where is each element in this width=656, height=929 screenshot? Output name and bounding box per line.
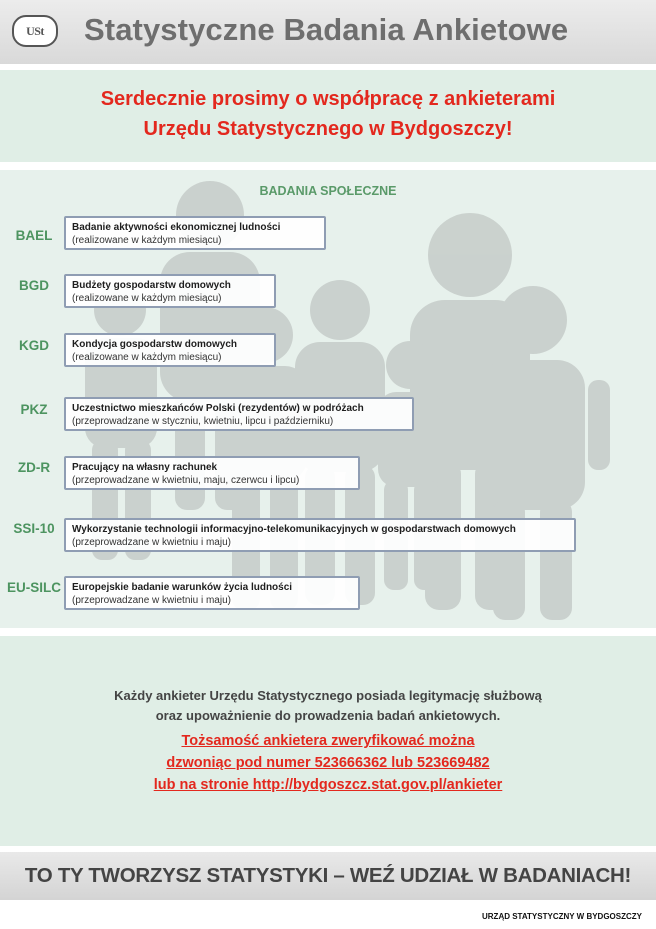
survey-code: ZD-R: [17, 460, 51, 475]
survey-schedule: (przeprowadzane w kwietniu i maju): [72, 595, 231, 606]
surveys-panel: [0, 170, 656, 628]
us-logo-icon: [12, 15, 58, 47]
survey-box: [64, 216, 326, 250]
survey-box: [64, 456, 360, 490]
verify-line-1: Tożsamość ankietera zweryfikować można: [181, 733, 475, 749]
page-title: Statystyczne Badania Ankietowe: [84, 12, 569, 47]
survey-schedule: (realizowane w każdym miesiącu): [72, 352, 222, 363]
appeal-panel: [0, 70, 656, 162]
survey-code: PKZ: [20, 402, 48, 417]
survey-box: [64, 576, 360, 610]
survey-code: BGD: [19, 278, 49, 293]
appeal-line-1: Serdecznie prosimy o współpracę z ankieterami: [100, 88, 556, 110]
verify-phone-line[interactable]: dzwoniąc pod numer 523666362 lub 523669482: [166, 755, 490, 771]
footer-institution: URZĄD STATYSTYCZNY W BYDGOSZCZY: [482, 912, 642, 921]
survey-code: SSI-10: [13, 521, 55, 536]
verify-website-link[interactable]: lub na stronie http://bydgoszcz.stat.gov.pl/ankieter: [153, 777, 503, 793]
survey-name: Badanie aktywności ekonomicznej ludności: [72, 222, 281, 233]
survey-box: [64, 274, 276, 308]
survey-code: EU-SILC: [7, 580, 61, 595]
survey-box: [64, 333, 276, 367]
survey-schedule: (przeprowadzane w styczniu, kwietniu, lipcu i październiku): [72, 416, 334, 427]
survey-schedule: (przeprowadzane w kwietniu i maju): [72, 537, 231, 548]
survey-code: BAEL: [15, 228, 53, 243]
info-line-1: Każdy ankieter Urzędu Statystycznego posiada legitymację służbową: [114, 688, 542, 703]
slogan-banner: TO TY TWORZYSZ STATYSTYKI – WEŹ UDZIAŁ W BADANIACH!: [0, 852, 656, 900]
header-banner: [0, 0, 656, 64]
survey-schedule: (realizowane w każdym miesiącu): [72, 235, 222, 246]
survey-box: [64, 397, 414, 431]
section-title: BADANIA SPOŁECZNE: [259, 184, 397, 198]
survey-name: Budżety gospodarstw domowych: [72, 280, 231, 291]
appeal-line-2: Urzędu Statystycznego w Bydgoszczy!: [143, 118, 513, 140]
logo-text: USt: [26, 23, 44, 38]
survey-schedule: (realizowane w każdym miesiącu): [72, 293, 222, 304]
interviewer-info-panel: [0, 636, 656, 846]
survey-schedule: (przeprowadzane w kwietniu, maju, czerwcu i lipcu): [72, 475, 300, 486]
survey-name: Pracujący na własny rachunek: [72, 462, 218, 473]
survey-code: KGD: [19, 338, 49, 353]
survey-name: Wykorzystanie technologii informacyjno-telekomunikacyjnych w gospodarstwach domowych: [72, 524, 516, 535]
survey-name: Uczestnictwo mieszkańców Polski (rezydentów) w podróżach: [72, 403, 364, 414]
survey-name: Europejskie badanie warunków życia ludności: [72, 582, 293, 593]
info-line-2: oraz upoważnienie do prowadzenia badań ankietowych.: [155, 708, 501, 723]
survey-name: Kondycja gospodarstw domowych: [72, 339, 238, 350]
survey-box: [64, 518, 576, 552]
